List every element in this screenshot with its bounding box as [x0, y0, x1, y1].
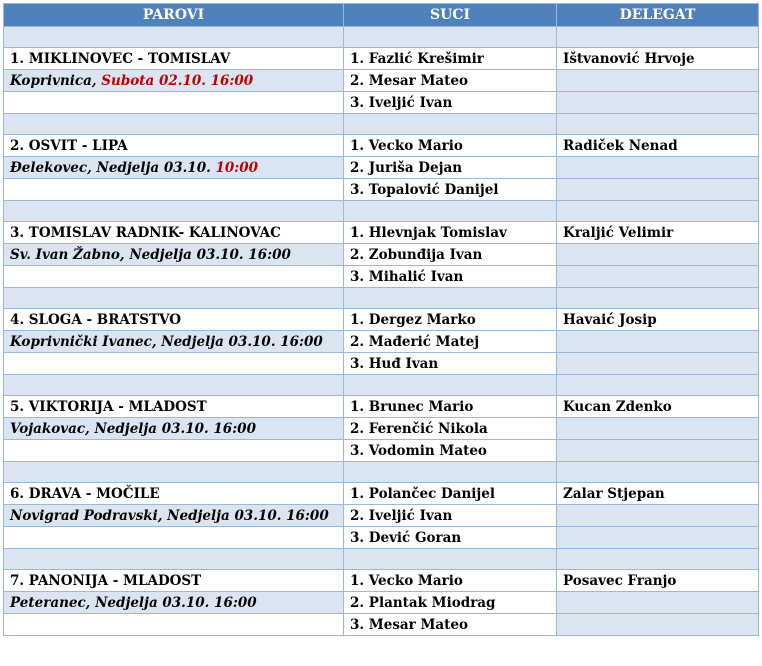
venue-text: Novigrad Podravski, Nedjelja 03.10. 16:00 — [10, 507, 329, 524]
match-venue-row — [4, 244, 759, 266]
match-row — [4, 483, 759, 505]
match-pair: 5. VIKTORIJA - MLADOST — [4, 396, 344, 418]
venue-text: Koprivnica, — [10, 72, 102, 89]
match-judge-row — [4, 614, 759, 636]
judge-2: 2. Juriša Dejan — [344, 157, 557, 179]
empty-cell — [344, 288, 557, 309]
venue-text: Sv. Ivan Žabno, Nedjelja 03.10. 16:00 — [10, 246, 291, 263]
match-judge-row — [4, 353, 759, 375]
empty-cell — [557, 114, 759, 135]
empty-cell — [557, 440, 759, 462]
match-venue — [4, 331, 344, 353]
header-suci: SUCI — [344, 4, 557, 27]
match-venue-row — [4, 418, 759, 440]
empty-cell — [557, 244, 759, 266]
match-row — [4, 48, 759, 70]
empty-cell — [557, 331, 759, 353]
empty-cell — [557, 201, 759, 222]
header-delegat: DELEGAT — [557, 4, 759, 27]
venue-text: Vojakovac, Nedjelja 03.10. 16:00 — [10, 420, 256, 437]
empty-cell — [557, 288, 759, 309]
match-venue-row — [4, 157, 759, 179]
match-venue — [4, 418, 344, 440]
match-pair: 7. PANONIJA - MLADOST — [4, 570, 344, 592]
match-row — [4, 222, 759, 244]
empty-cell — [557, 266, 759, 288]
match-venue-row — [4, 592, 759, 614]
delegate: Kraljić Velimir — [557, 222, 759, 244]
judge-2: 2. Iveljić Ivan — [344, 505, 557, 527]
judge-2: 2. Mesar Mateo — [344, 70, 557, 92]
judge-1: 1. Dergez Marko — [344, 309, 557, 331]
venue-time-highlight: 10:00 — [215, 159, 259, 176]
judge-1: 1. Polančec Danijel — [344, 483, 557, 505]
empty-cell — [4, 527, 344, 549]
match-venue-row — [4, 70, 759, 92]
empty-cell — [557, 614, 759, 636]
empty-cell — [344, 201, 557, 222]
match-venue-row — [4, 505, 759, 527]
judge-1: 1. Brunec Mario — [344, 396, 557, 418]
empty-cell — [4, 266, 344, 288]
empty-cell — [344, 549, 557, 570]
judge-1: 1. Vecko Mario — [344, 570, 557, 592]
judge-2: 2. Ferenčić Nikola — [344, 418, 557, 440]
empty-cell — [557, 505, 759, 527]
judge-3: 3. Mesar Mateo — [344, 614, 557, 636]
empty-cell — [557, 375, 759, 396]
judge-3: 3. Iveljić Ivan — [344, 92, 557, 114]
judge-3: 3. Dević Goran — [344, 527, 557, 549]
match-judge-row — [4, 527, 759, 549]
empty-cell — [4, 27, 344, 48]
spacer-row — [4, 549, 759, 570]
match-venue-row — [4, 331, 759, 353]
match-row — [4, 570, 759, 592]
match-pair: 1. MIKLINOVEC - TOMISLAV — [4, 48, 344, 70]
judge-1: 1. Vecko Mario — [344, 135, 557, 157]
empty-cell — [557, 92, 759, 114]
header-row — [4, 4, 759, 27]
delegate: Radiček Nenad — [557, 135, 759, 157]
delegate: Zalar Stjepan — [557, 483, 759, 505]
venue-text: Koprivnički Ivanec, Nedjelja 03.10. 16:00 — [10, 333, 323, 350]
venue-text: Đelekovec, Nedjelja 03.10. — [10, 159, 216, 176]
delegate: Kucan Zdenko — [557, 396, 759, 418]
empty-cell — [557, 462, 759, 483]
match-venue — [4, 244, 344, 266]
delegate: Havaić Josip — [557, 309, 759, 331]
empty-cell — [4, 440, 344, 462]
schedule-body — [4, 27, 759, 636]
delegate: Posavec Franjo — [557, 570, 759, 592]
match-row — [4, 135, 759, 157]
spacer-row — [4, 462, 759, 483]
empty-cell — [557, 157, 759, 179]
empty-cell — [4, 375, 344, 396]
venue-time-highlight: Subota 02.10. 16:00 — [101, 72, 254, 89]
venue-text: Peteranec, Nedjelja 03.10. 16:00 — [10, 594, 257, 611]
match-venue — [4, 157, 344, 179]
empty-cell — [344, 114, 557, 135]
empty-cell — [557, 418, 759, 440]
delegate: Ištvanović Hrvoje — [557, 48, 759, 70]
empty-cell — [4, 614, 344, 636]
empty-cell — [344, 375, 557, 396]
empty-cell — [4, 92, 344, 114]
empty-cell — [557, 179, 759, 201]
empty-cell — [4, 179, 344, 201]
judge-3: 3. Topalović Danijel — [344, 179, 557, 201]
judge-1: 1. Hlevnjak Tomislav — [344, 222, 557, 244]
empty-cell — [344, 462, 557, 483]
spacer-row — [4, 114, 759, 135]
empty-cell — [344, 27, 557, 48]
empty-cell — [557, 527, 759, 549]
judge-2: 2. Mađerić Matej — [344, 331, 557, 353]
empty-cell — [4, 549, 344, 570]
match-pair: 2. OSVIT - LIPA — [4, 135, 344, 157]
match-row — [4, 309, 759, 331]
empty-cell — [4, 288, 344, 309]
match-judge-row — [4, 266, 759, 288]
match-judge-row — [4, 179, 759, 201]
match-pair: 4. SLOGA - BRATSTVO — [4, 309, 344, 331]
spacer-row — [4, 288, 759, 309]
match-pair: 6. DRAVA - MOČILE — [4, 483, 344, 505]
empty-cell — [4, 201, 344, 222]
spacer-row — [4, 201, 759, 222]
judge-2: 2. Zobunđija Ivan — [344, 244, 557, 266]
empty-cell — [4, 114, 344, 135]
match-judge-row — [4, 440, 759, 462]
match-row — [4, 396, 759, 418]
empty-cell — [557, 592, 759, 614]
spacer-row — [4, 27, 759, 48]
match-venue — [4, 505, 344, 527]
empty-cell — [4, 462, 344, 483]
match-venue — [4, 592, 344, 614]
match-venue — [4, 70, 344, 92]
schedule-table — [3, 3, 759, 636]
empty-cell — [557, 353, 759, 375]
empty-cell — [557, 549, 759, 570]
header-parovi: PAROVI — [4, 4, 344, 27]
empty-cell — [557, 70, 759, 92]
judge-1: 1. Fazlić Krešimir — [344, 48, 557, 70]
judge-2: 2. Plantak Miodrag — [344, 592, 557, 614]
spacer-row — [4, 375, 759, 396]
empty-cell — [4, 353, 344, 375]
empty-cell — [557, 27, 759, 48]
judge-3: 3. Huđ Ivan — [344, 353, 557, 375]
match-pair: 3. TOMISLAV RADNIK- KALINOVAC — [4, 222, 344, 244]
judge-3: 3. Mihalić Ivan — [344, 266, 557, 288]
judge-3: 3. Vodomin Mateo — [344, 440, 557, 462]
match-judge-row — [4, 92, 759, 114]
